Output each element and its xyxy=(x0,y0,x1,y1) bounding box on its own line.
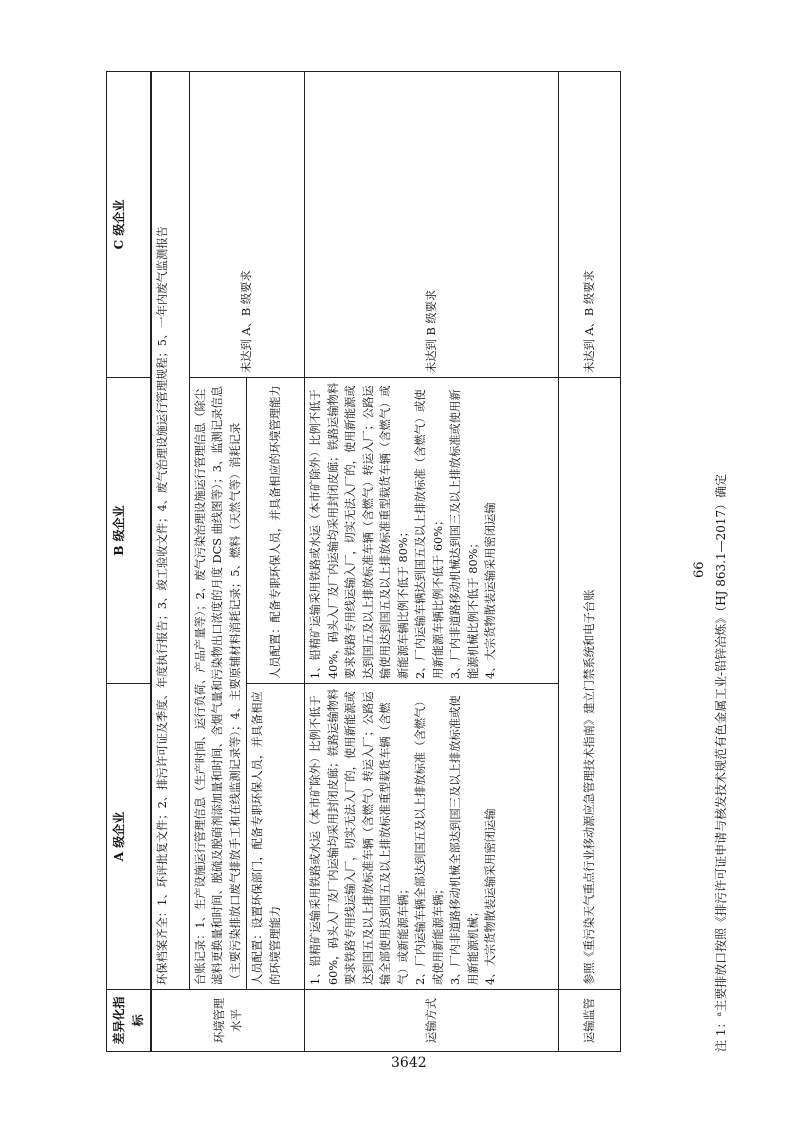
table-footnote: 注 1：ᵃ主要排放口按照《排污许可证申请与核发技术规范有色金属工业-铅锌冶炼》（HJ 863.1—2017）确定 xyxy=(714,473,728,1052)
supervision-text: 参照《重污染天气重点行业移动源应急管理技术指南》建立门禁系统和电子台账 xyxy=(582,589,596,985)
table-row-transport-supervision xyxy=(559,72,621,1052)
table-row-transport xyxy=(305,72,559,1052)
transport-b-item-1: 1、铅精矿运输采用铁路或水运（本市矿除外）比例不低于 40%，码头入厂及厂内运输均采用封闭皮廊；铁路运输物料要求铁路专用线运输入厂，切实无法入厂的，使用新能源或达到国五及以上排放标准车辆（含燃气）转运入厂；公路运输使用达到国五及以上排放标准重型载货车辆（含燃气）或新能源车辆比例不低于 80%； xyxy=(309,382,410,679)
transport-a-item-4: 4、大宗货物散装运输采用密闭运输 xyxy=(484,808,498,985)
rating-table xyxy=(106,71,621,1052)
indicator-transport-supervision: 运输监管 xyxy=(559,990,621,1052)
header-indicator: 差异化指标 xyxy=(107,990,152,1052)
transport-a-item-2: 2、厂内运输车辆全部达到国五及以上排放标准（含燃气）或使用新能源车辆； xyxy=(414,695,445,985)
rotated-page-content xyxy=(106,72,728,1052)
env-docs-text: 环保档案齐全：1、环评批复文件；2、排污许可证及季度、年度执行报告；3、竣工验收文件；4、废气治理设施运行管理规程；5、一年内废气监测报告 xyxy=(156,226,170,985)
transport-b-item-4: 4、大宗货物散装运输采用密闭运输 xyxy=(484,502,498,679)
table-header-row xyxy=(107,72,152,1052)
footer-number: 66 xyxy=(692,561,707,578)
staffing-b-text: 人员配置：配备专职环保人员，并具备相应的环境管理能力 xyxy=(268,385,282,679)
page-number: 3642 xyxy=(391,1055,427,1071)
ledger-text: 台账记录：1、生产设施运行管理信息（生产时间、运行负荷、产品产量等）；2、废气污染治理设施运行管理信息（除尘滤料更换量和时间、脱硫及脱硝剂添加量和时间、含烟气量和污染物出口浓度的月度 DCS 曲线图等）；3、监测记录信息（主要污染排放口废气排放手工和在线监测记录等）；4、主要原辅材料消耗记录；5、燃料（天然气等）消耗记录 xyxy=(193,385,242,985)
transport-b-item-2: 2、厂内运输车辆达到国五及以上排放标准（含燃气）或使用新能源车辆比例不低于 60%； xyxy=(414,389,445,679)
indicator-transport: 运输方式 xyxy=(305,990,559,1052)
cell-transport-b xyxy=(305,378,559,684)
transport-a-item-3: 3、厂内非道路移动机械全部达到国三及以上排放标准或使用新能源机械； xyxy=(449,695,480,985)
staffing-a-text: 人员配置：设置环保部门，配备专职环保人员，并具备相应的环境管理能力 xyxy=(251,691,282,985)
header-b-level: B 级企业 xyxy=(107,378,152,684)
cell-env-docs xyxy=(151,72,189,990)
table-row-env-docs xyxy=(151,72,189,1052)
transport-b-item-3: 3、厂内非道路移动机械达到国三及以上排放标准或使用新能源机械比例不低于 80%； xyxy=(449,389,480,679)
cell-ledger-ab xyxy=(189,378,247,990)
header-a-level: A 级企业 xyxy=(107,684,152,990)
header-c-level: C 级企业 xyxy=(107,72,152,378)
cell-env-c: 未达到 A、B 级要求 xyxy=(189,72,305,378)
cell-transport-c: 未达到 B 级要求 xyxy=(305,72,559,378)
cell-transport-a xyxy=(305,684,559,990)
cell-staffing-b xyxy=(247,378,305,684)
transport-a-item-1: 1、铅精矿运输采用铁路或水运（本市矿除外）比例不低于 60%，码头入厂及厂内运输均采用封闭皮廊；铁路运输物料要求铁路专用线运输入厂，切实无法入厂的，使用新能源或达到国五及以上排放标准车辆（含燃气）转运入厂；公路运输全部使用达到国五及以上排放标准重型载货车辆（含燃气）或新能源车辆； xyxy=(309,688,410,985)
cell-staffing-a xyxy=(247,684,305,990)
cell-supervision-ab xyxy=(559,378,621,990)
cell-supervision-c: 未达到 A、B 级要求 xyxy=(559,72,621,378)
table-row-ledger xyxy=(189,72,247,1052)
indicator-env-management: 环境管理水平 xyxy=(151,990,305,1052)
